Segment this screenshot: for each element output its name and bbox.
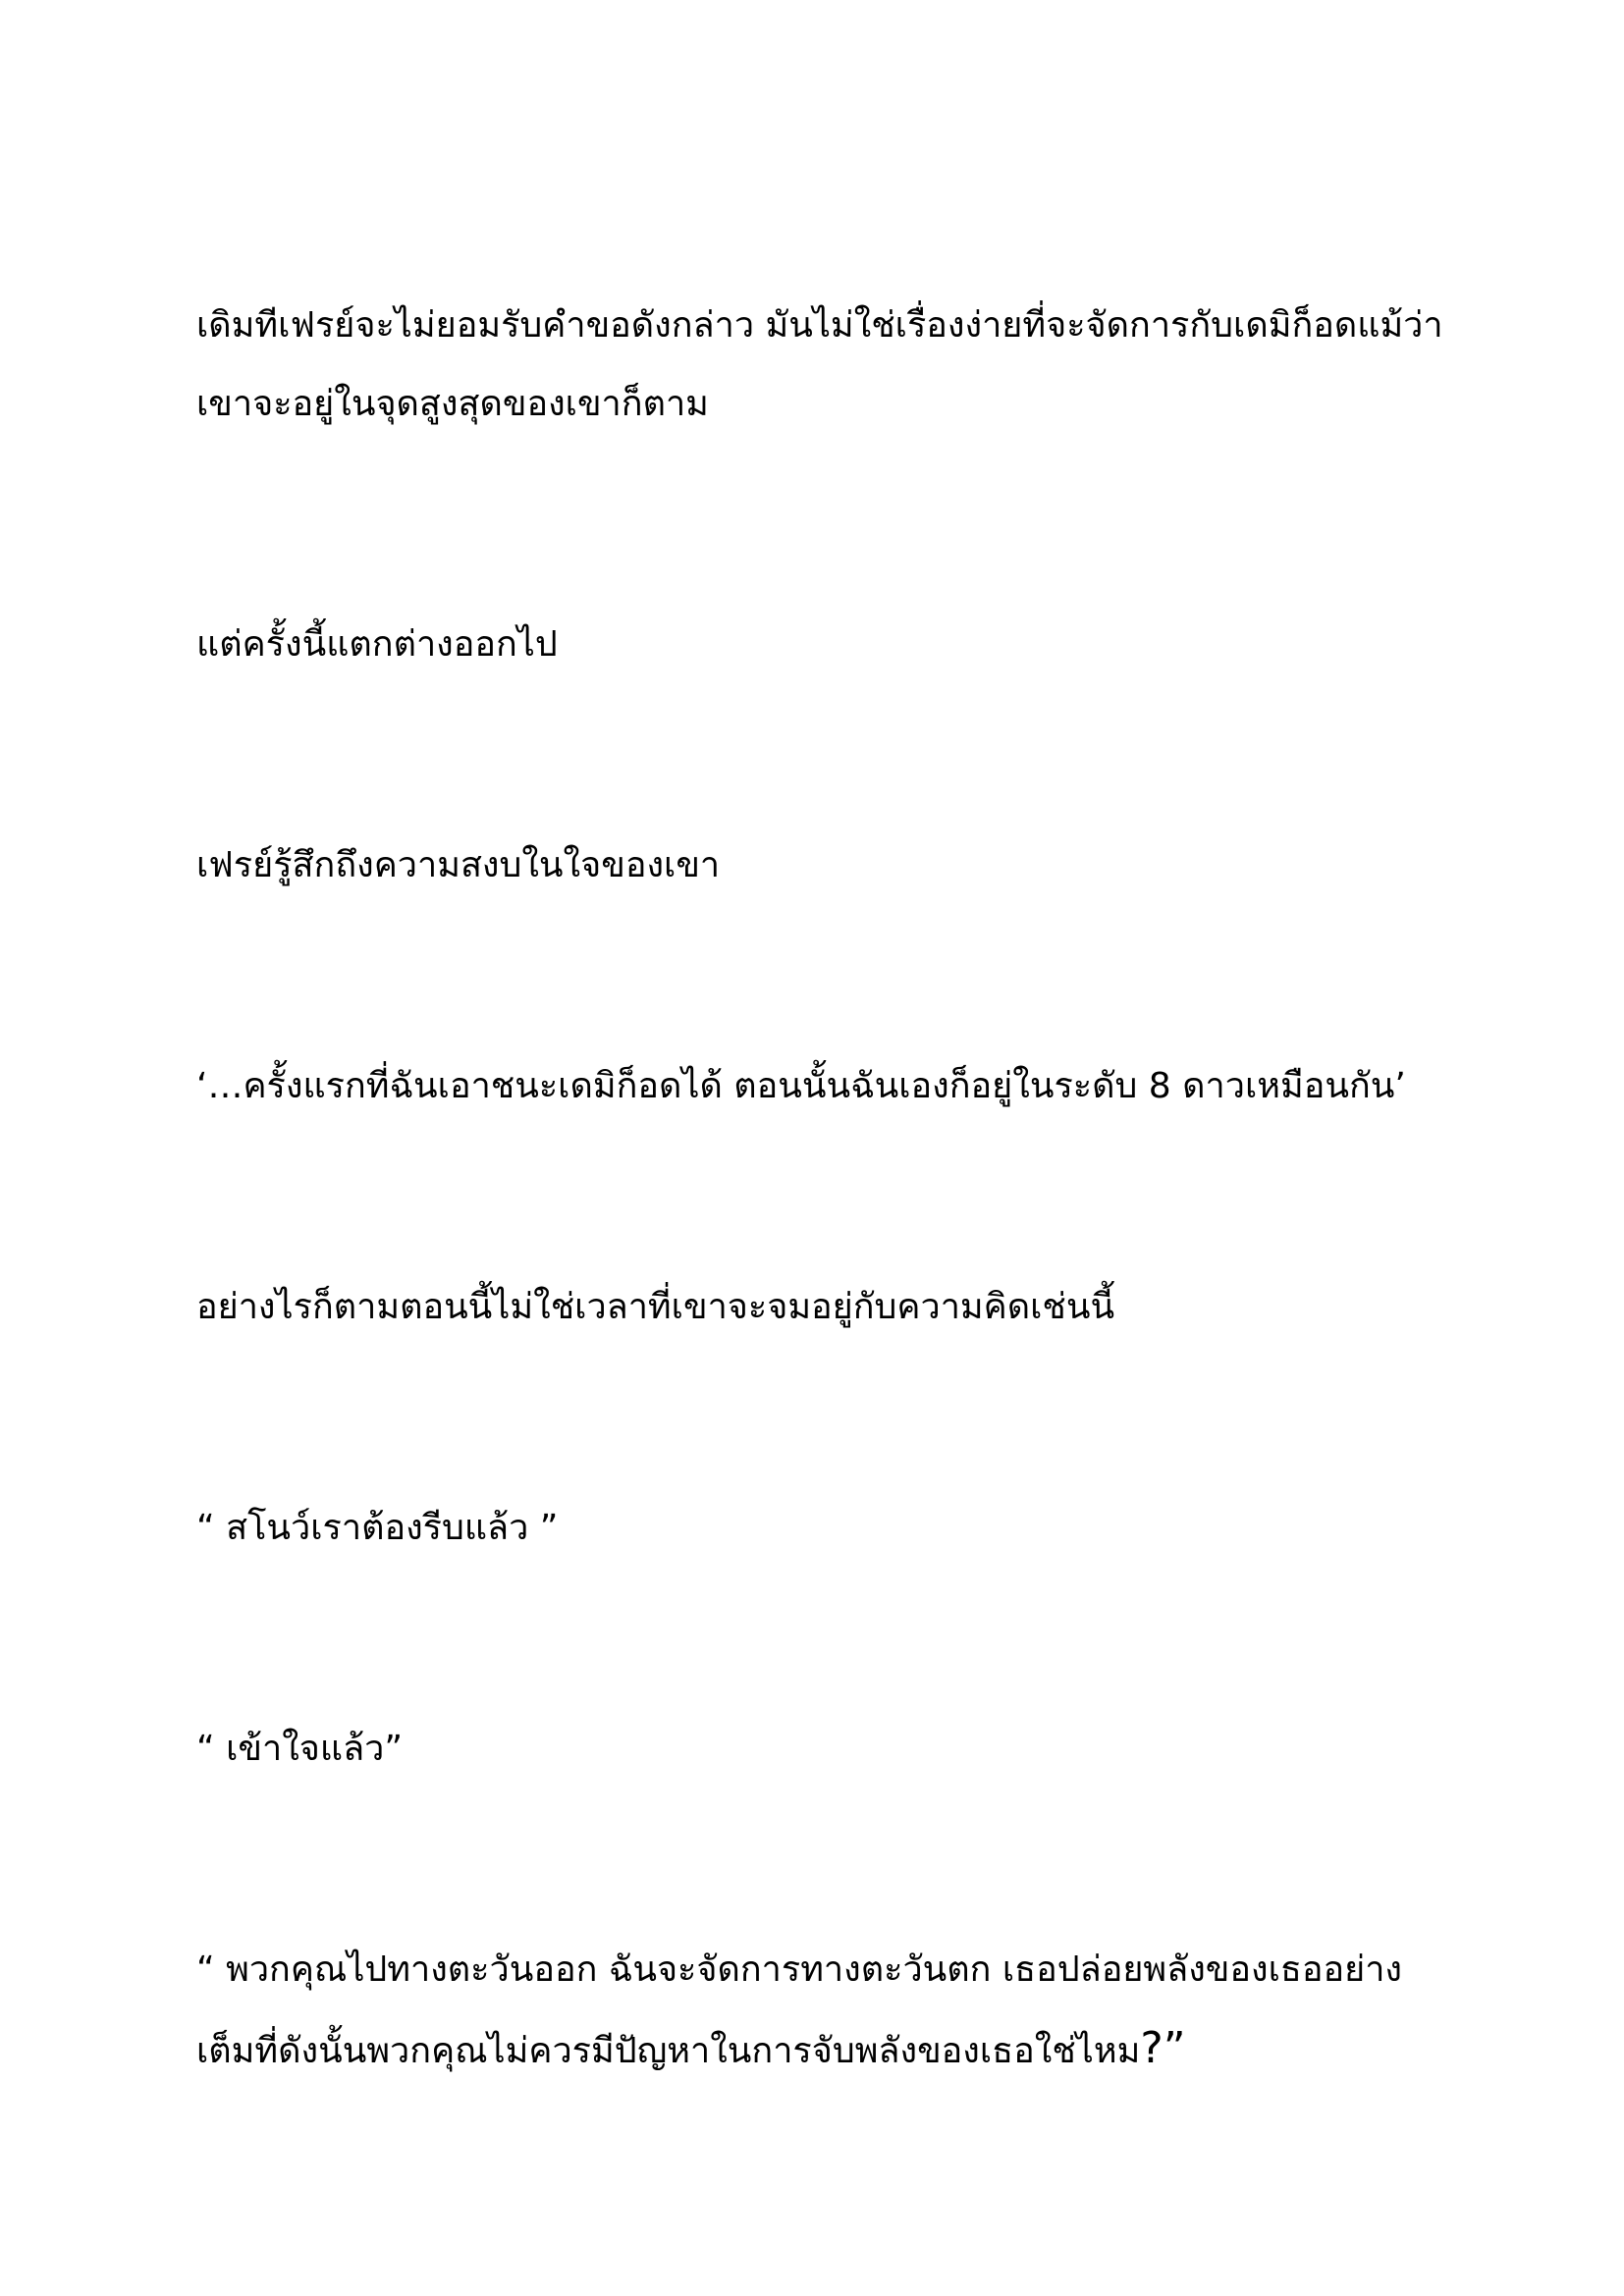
closing-question-mark: ?”	[1140, 2023, 1186, 2073]
paragraph-3	[196, 827, 1473, 905]
paragraph-line: แต่ครั้งนี้แตกต่างออกไป	[196, 624, 558, 665]
paragraph-7	[196, 1710, 1473, 1789]
paragraph-line: “ พวกคุณไปทางตะวันออก ฉันจะจัดการทางตะวันตก เธอปล่อยพลังของเธออย่าง	[196, 1949, 1402, 1990]
paragraph-line: “ เข้าใจแล้ว”	[196, 1729, 404, 1769]
paragraph-line: เดิมทีเฟรย์จะไม่ยอมรับคำขอดังกล่าว มันไม่ใช่เรื่องง่ายที่จะจัดการกับเดมิก็อดแม้ว่า	[196, 305, 1443, 346]
paragraph-line-last	[196, 2009, 1473, 2091]
paragraph-5	[196, 1268, 1473, 1347]
paragraph-line: อย่างไรก็ตามตอนนี้ไม่ใช่เวลาที่เขาจะจมอยู่กับความคิดเช่นนี้	[196, 1287, 1115, 1327]
paragraph-text: เต็มที่ดังนั้นพวกคุณไม่ควรมีปัญหาในการจับพลังของเธอใช่ไหม	[196, 2031, 1141, 2071]
paragraph-1	[196, 287, 1473, 444]
paragraph-6	[196, 1489, 1473, 1568]
paragraph-8	[196, 1931, 1473, 2091]
paragraph-2	[196, 606, 1473, 684]
paragraph-line: เขาจะอยู่ในจุดสูงสุดของเขาก็ตาม	[196, 384, 709, 424]
paragraph-line: ‘…ครั้งแรกที่ฉันเอาชนะเดมิก็อดได้ ตอนนั้นฉันเองก็อยู่ในระดับ 8 ดาวเหมือนกัน’	[196, 1066, 1406, 1106]
paragraph-line: เฟรย์รู้สึกถึงความสงบในใจของเขา	[196, 845, 721, 885]
paragraph-4	[196, 1047, 1473, 1126]
paragraph-line: “ สโนว์เราต้องรีบแล้ว ”	[196, 1508, 559, 1548]
